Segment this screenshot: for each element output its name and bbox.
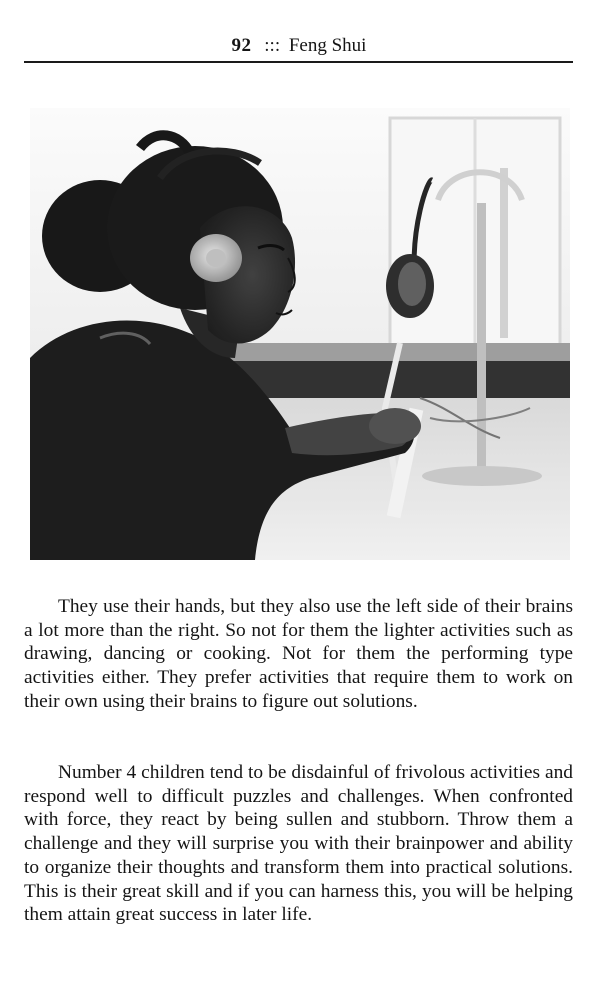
paragraph-number-4-children: Number 4 children tend to be disdainful of frivolous activities and respond well to difficult puzzles and challenges. When confronted with force, they react by being sullen and stubborn. Throw them a challenge and they will surprise you with their brainpower and ability to organize their thoughts and transform them into practical solutions. This is their great skill and if you can harness this, you will be helping them attain great success in later life. [24, 762, 573, 926]
running-title: Feng Shui [288, 35, 367, 56]
header-separator: ::: [264, 35, 281, 56]
running-header [26, 30, 572, 62]
photo-girl-with-headphones [30, 108, 570, 560]
page-number: 92 [231, 35, 252, 56]
paragraph-left-brain: They use their hands, but they also use the left side of their brains a lot more than the right. So not for them the lighter activities such as drawing, dancing or cooking. Not for them the performing type activities either. They prefer activities that require them to work on their own using their brains to figure out solutions. [24, 596, 573, 712]
header-rule [24, 61, 573, 63]
